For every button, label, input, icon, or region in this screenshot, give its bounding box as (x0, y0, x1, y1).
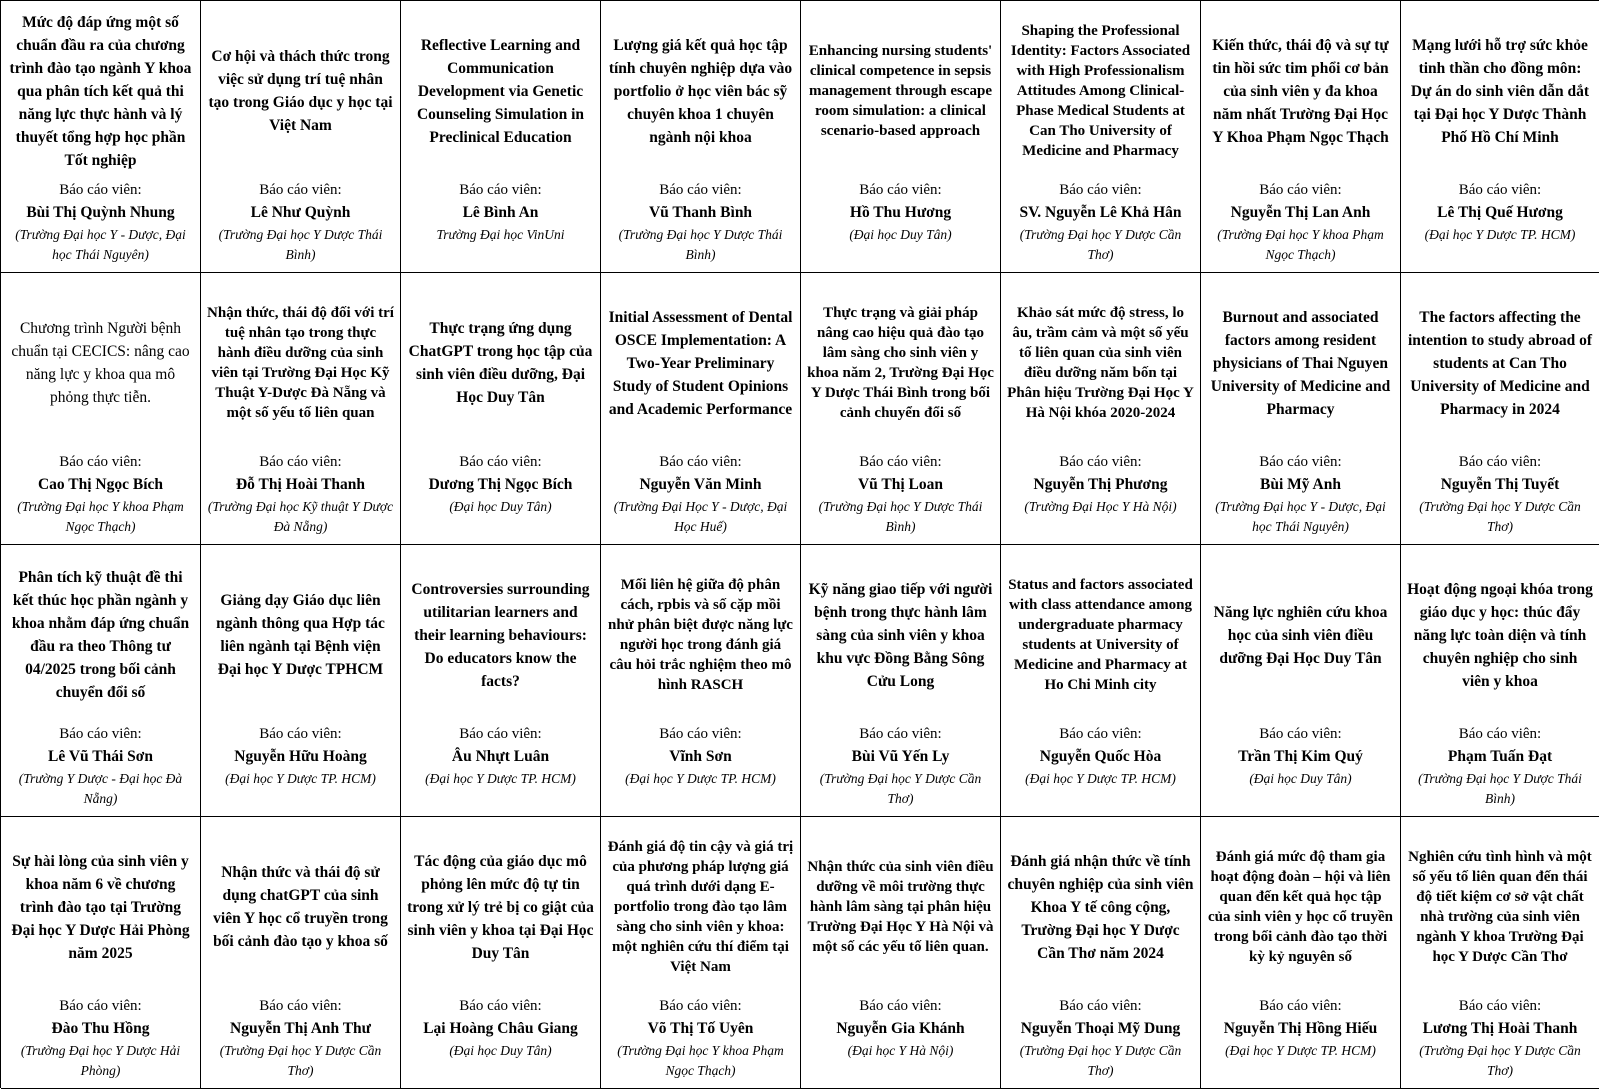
presentation-cell (1401, 273, 1599, 545)
speaker-name: Nguyễn Thị Tuyết (1440, 476, 1560, 493)
speaker-label: Báo cáo viên: (1059, 726, 1142, 742)
presentation-title: Shaping the Professional Identity: Factors Associated with High Professionalism Attitudes Among Clinical-Phase Medical Students at Can Tho University of Medicine and Pharmacy (1010, 23, 1191, 159)
speaker-name: Nguyễn Quốc Hòa (1039, 748, 1162, 765)
speaker-label: Báo cáo viên: (1458, 726, 1542, 742)
speaker-label: Báo cáo viên: (1059, 454, 1142, 470)
speaker-block (807, 449, 994, 537)
speaker-block (1007, 993, 1194, 1081)
speaker-affiliation: (Trường Đại học Y - Dược, Đại học Thái Nguyên) (1215, 499, 1386, 534)
speaker-name: Vũ Thanh Bình (648, 204, 753, 221)
presentation-title: Mạng lưới hỗ trợ sức khỏe tinh thần cho đồng môn: Dự án do sinh viên dẫn dắt tại Đại học Y Dược Thành Phố Hồ Chí Minh (1410, 36, 1590, 146)
presentation-cell (201, 545, 401, 817)
speaker-block (1007, 721, 1194, 789)
presentation-cell (1401, 545, 1599, 817)
presentation-cell (1, 817, 201, 1089)
speaker-block (7, 177, 194, 265)
speaker-block (1007, 177, 1194, 265)
speaker-name: Vũ Thị Loan (857, 476, 943, 493)
speaker-name: Nguyễn Thoại Mỹ Dung (1020, 1020, 1181, 1037)
speaker-affiliation: (Trường Đại học Y khoa Phạm Ngọc Thạch) (617, 1043, 784, 1078)
speaker-block (207, 177, 394, 265)
speaker-name: Nguyễn Thị Hồng Hiếu (1223, 1020, 1378, 1037)
speaker-label: Báo cáo viên: (59, 454, 142, 470)
speaker-block (407, 449, 594, 517)
presentation-cell (1, 1, 201, 273)
speaker-block (1007, 449, 1194, 517)
speaker-affiliation: (Trường Đại học Y Dược Cần Thơ) (1419, 499, 1581, 534)
presentation-cell (1201, 273, 1401, 545)
speaker-name: Đào Thu Hồng (51, 1020, 150, 1037)
speaker-label: Báo cáo viên: (659, 182, 742, 198)
presentation-title: Reflective Learning and Communication Development via Genetic Counseling Simulation in Preclinical Education (416, 36, 585, 146)
presentation-title: Chương trình Người bệnh chuẩn tại CECICS: nâng cao năng lực y khoa qua mô phỏng thực tiễn. (11, 320, 190, 406)
presentation-cell (801, 273, 1001, 545)
presentation-title: Nhận thức của sinh viên điều dưỡng về môi trường thực hành lâm sàng tại phân hiệu Trường Đại Học Y Hà Nội và một số các yếu tố liên quan. (807, 859, 994, 955)
speaker-label: Báo cáo viên: (659, 998, 742, 1014)
presentation-title: Lượng giá kết quả học tập tính chuyên nghiệp dựa vào portfolio ở học viên bác sỹ chuyên khoa 1 chuyên ngành nội khoa (608, 36, 793, 146)
presentation-cell (201, 273, 401, 545)
speaker-label: Báo cáo viên: (1059, 998, 1142, 1014)
speaker-affiliation: (Trường Đại Học Y - Dược, Đại Học Huế) (613, 499, 788, 534)
speaker-name: Lương Thị Hoài Thanh (1422, 1020, 1578, 1037)
speaker-name: Nguyễn Văn Minh (639, 476, 762, 493)
presentation-title: Tác động của giáo dục mô phỏng lên mức độ tự tin trong xử lý trẻ bị co giật của sinh viên y khoa tại Đại Học Duy Tân (407, 852, 594, 962)
presentation-cell (1001, 273, 1201, 545)
speaker-label: Báo cáo viên: (259, 998, 342, 1014)
speaker-label: Báo cáo viên: (259, 726, 342, 742)
speaker-affiliation: (Trường Đại học Y Dược Cần Thơ) (1019, 227, 1182, 262)
speaker-block (407, 721, 594, 789)
presentation-title: Hoạt động ngoại khóa trong giáo dục y học: thúc đẩy năng lực toàn diện và tính chuyên nghiệp cho sinh viên y khoa (1407, 580, 1593, 690)
speaker-affiliation: (Trường Đại học Y Dược Thái Bình) (218, 227, 383, 262)
speaker-block (1207, 721, 1394, 789)
presentation-cell (1401, 817, 1599, 1089)
speaker-label: Báo cáo viên: (659, 454, 742, 470)
speaker-affiliation: (Đại học Y Dược TP. HCM) (625, 771, 776, 786)
speaker-name: Bùi Vũ Yến Ly (851, 748, 950, 765)
speaker-name: Âu Nhựt Luân (451, 748, 550, 765)
speaker-name: Nguyễn Thị Anh Thư (230, 1020, 371, 1037)
speaker-affiliation: (Đại học Duy Tân) (449, 1043, 552, 1058)
presentation-cell (601, 817, 801, 1089)
speaker-label: Báo cáo viên: (259, 182, 342, 198)
speaker-label: Báo cáo viên: (1259, 726, 1342, 742)
speaker-block (807, 177, 994, 245)
presentation-title: Burnout and associated factors among resident physicians of Thai Nguyen University of Medicine and Pharmacy (1210, 308, 1391, 418)
speaker-affiliation: (Trường Đại Học Y Hà Nội) (1024, 499, 1177, 514)
speaker-block (407, 993, 594, 1061)
speaker-name: Trần Thị Kim Quý (1238, 748, 1363, 765)
speaker-label: Báo cáo viên: (59, 998, 142, 1014)
presentation-cell (601, 545, 801, 817)
speaker-affiliation: (Trường Đại học Y Dược Hải Phòng) (20, 1043, 181, 1078)
speaker-label: Báo cáo viên: (59, 726, 142, 742)
speaker-block (1407, 721, 1593, 809)
presentation-cell (1001, 817, 1201, 1089)
speaker-name: Bùi Thị Quỳnh Nhung (26, 204, 175, 221)
speaker-block (207, 993, 394, 1081)
presentation-cell (801, 817, 1001, 1089)
presentation-title: Nhận thức, thái độ đối với trí tuệ nhân tạo trong thực hành điều dưỡng của sinh viên tại Trường Đại Học Kỹ Thuật Y-Dược Đà Nẵng và một số yếu tố liên quan (207, 305, 394, 421)
speaker-label: Báo cáo viên: (1458, 454, 1542, 470)
presentation-title: Phân tích kỹ thuật đề thi kết thúc học phần ngành y khoa nhằm đáp ứng chuẩn đầu ra theo Thông tư 04/2025 trong bối cảnh chuyển đổi số (11, 569, 190, 701)
speaker-affiliation: (Trường Đại học Y khoa Phạm Ngọc Thạch) (17, 499, 184, 534)
presentation-cell (201, 817, 401, 1089)
speaker-block (207, 721, 394, 789)
speaker-name: Lê Bình An (462, 204, 539, 221)
speaker-affiliation: (Đại học Y Dược TP. HCM) (425, 771, 576, 786)
speaker-block (807, 721, 994, 809)
speaker-block (1207, 449, 1394, 537)
speaker-affiliation: (Trường Đại học Kỹ thuật Y Dược Đà Nẵng) (207, 499, 394, 534)
speaker-block (1407, 993, 1593, 1081)
speaker-label: Báo cáo viên: (859, 182, 942, 198)
presentation-title: Đánh giá nhận thức về tính chuyên nghiệp của sinh viên Khoa Y tế công cộng, Trường Đại học Y Dược Cần Thơ năm 2024 (1007, 852, 1194, 962)
speaker-block (7, 721, 194, 809)
speaker-affiliation: (Trường Đại học Y Dược Cần Thơ) (819, 771, 982, 806)
presentation-cell (1201, 817, 1401, 1089)
presentation-cell (201, 1, 401, 273)
speaker-label: Báo cáo viên: (59, 182, 142, 198)
presentation-cell (1, 273, 201, 545)
presentation-title: Kiến thức, thái độ và sự tự tin hồi sức tim phổi cơ bản của sinh viên y đa khoa năm nhất Trường Đại Học Y Khoa Phạm Ngọc Thạch (1212, 36, 1389, 146)
presentation-cell (601, 1, 801, 273)
presentation-cell (401, 545, 601, 817)
speaker-affiliation: (Đại học Y Hà Nội) (847, 1043, 954, 1058)
speaker-label: Báo cáo viên: (859, 726, 942, 742)
speaker-affiliation: (Trường Đại học Y Dược Cần Thơ) (1419, 1043, 1581, 1078)
speaker-name: Lê Vũ Thái Sơn (48, 748, 153, 765)
speaker-name: Nguyễn Gia Khánh (836, 1020, 965, 1037)
speaker-block (407, 177, 594, 245)
speaker-label: Báo cáo viên: (459, 726, 542, 742)
speaker-name: Phạm Tuấn Đạt (1447, 748, 1553, 765)
speaker-label: Báo cáo viên: (459, 454, 542, 470)
presentation-title: Cơ hội và thách thức trong việc sử dụng trí tuệ nhân tạo trong Giáo dục y học tại Việt Nam (208, 48, 393, 134)
presentation-cell (1201, 1, 1401, 273)
speaker-label: Báo cáo viên: (259, 454, 342, 470)
speaker-block (1207, 177, 1394, 265)
speaker-label: Báo cáo viên: (1259, 182, 1342, 198)
speaker-affiliation: (Trường Đại học Y Dược Thái Bình) (818, 499, 983, 534)
presentation-title: Mối liên hệ giữa độ phân cách, rpbis và số cặp mồi nhử phân biệt được năng lực người học trong đánh giá câu hỏi trắc nghiệm theo mô hình RASCH (608, 577, 793, 693)
presentation-title: Đánh giá độ tin cậy và giá trị của phương pháp lượng giá quá trình dưới dạng E-portfolio trong đào tạo lâm sàng cho sinh viên y khoa: một nghiên cứu thí điểm tại Việt Nam (607, 839, 794, 975)
speaker-block (607, 177, 794, 265)
speaker-block (607, 993, 794, 1081)
speaker-name: SV. Nguyễn Lê Khả Hân (1019, 204, 1182, 221)
presentation-cell (401, 273, 601, 545)
presentation-title: Giảng dạy Giáo dục liên ngành thông qua Hợp tác liên ngành tại Bệnh viện Đại học Y Dược TPHCM (216, 592, 385, 678)
speaker-name: Cao Thị Ngọc Bích (37, 476, 164, 493)
speaker-block (7, 993, 194, 1081)
speaker-name: Nguyễn Hữu Hoàng (234, 748, 367, 765)
presentation-title: Năng lực nghiên cứu khoa học của sinh viên điều dưỡng Đại Học Duy Tân (1213, 603, 1388, 667)
speaker-block (607, 449, 794, 537)
speaker-affiliation: (Đại học Duy Tân) (849, 227, 952, 242)
presentation-title: Initial Assessment of Dental OSCE Implementation: A Two-Year Preliminary Study of Student Opinions and Academic Performance (608, 308, 793, 418)
presentation-title: Kỹ năng giao tiếp với người bệnh trong thực hành lâm sàng của sinh viên y khoa khu vực Đồng Bằng Sông Cửu Long (808, 580, 993, 690)
speaker-affiliation: (Trường Đại học Y Dược Cần Thơ) (1019, 1043, 1182, 1078)
speaker-label: Báo cáo viên: (859, 998, 942, 1014)
speaker-name: Lại Hoàng Châu Giang (423, 1020, 578, 1037)
speaker-affiliation: (Trường Đại học Y khoa Phạm Ngọc Thạch) (1217, 227, 1384, 262)
speaker-affiliation: (Đại học Y Dược TP. HCM) (1424, 227, 1576, 242)
speaker-name: Đỗ Thị Hoài Thanh (235, 476, 366, 493)
speaker-label: Báo cáo viên: (1458, 998, 1542, 1014)
presentation-cell (601, 273, 801, 545)
speaker-label: Báo cáo viên: (1458, 182, 1542, 198)
speaker-block (1407, 177, 1593, 245)
speaker-affiliation: Trường Đại học VinUni (436, 227, 565, 242)
speaker-name: Dương Thị Ngọc Bích (428, 476, 573, 493)
presentation-cell (1001, 1, 1201, 273)
speaker-block (207, 449, 394, 537)
speaker-affiliation: (Đại học Y Dược TP. HCM) (225, 771, 376, 786)
speaker-name: Nguyễn Thị Lan Anh (1230, 204, 1371, 221)
speaker-label: Báo cáo viên: (1059, 182, 1142, 198)
presentation-title: Thực trạng và giải pháp nâng cao hiệu quả đào tạo lâm sàng cho sinh viên y khoa năm 2, Trường Đại Học Y Dược Thái Bình trong bối cảnh chuyển đổi số (807, 305, 994, 421)
speaker-affiliation: (Đại học Duy Tân) (449, 499, 552, 514)
presentation-title: Nghiên cứu tình hình và một số yếu tố liên quan đến thái độ tiết kiệm cơ sở vật chất nhà trường của sinh viên ngành Y khoa Trường Đại học Y Dược Cần Thơ (1408, 849, 1592, 965)
presentation-cell (1001, 545, 1201, 817)
speaker-block (7, 449, 194, 537)
presentation-title: Mức độ đáp ứng một số chuẩn đầu ra của chương trình đào tạo ngành Y khoa qua phân tích kết quả thi năng lực thực hành và lý thuyết tổng hợp học phần Tốt nghiệp (9, 13, 192, 169)
speaker-name: Nguyễn Thị Phương (1033, 476, 1168, 493)
speaker-label: Báo cáo viên: (459, 182, 542, 198)
speaker-affiliation: (Trường Y Dược - Đại học Đà Nẵng) (18, 771, 183, 806)
speaker-affiliation: (Đại học Y Dược TP. HCM) (1225, 1043, 1376, 1058)
speaker-affiliation: (Trường Đại học Y Dược Thái Bình) (1418, 771, 1582, 806)
presentation-title: Thực trạng ứng dụng ChatGPT trong học tập của sinh viên điều dưỡng, Đại Học Duy Tân (408, 320, 593, 406)
presentation-title: The factors affecting the intention to study abroad of students at Can Tho University of Medicine and Pharmacy in 2024 (1407, 308, 1593, 418)
speaker-affiliation: (Trường Đại học Y Dược Thái Bình) (618, 227, 783, 262)
speaker-label: Báo cáo viên: (1259, 998, 1342, 1014)
speaker-label: Báo cáo viên: (1259, 454, 1342, 470)
presentation-cell (801, 1, 1001, 273)
presentation-cell (401, 817, 601, 1089)
speaker-name: Võ Thị Tố Uyên (647, 1020, 754, 1037)
speaker-name: Hồ Thu Hương (849, 204, 952, 221)
presentation-cell (1201, 545, 1401, 817)
speaker-label: Báo cáo viên: (659, 726, 742, 742)
presentation-cell (401, 1, 601, 273)
speaker-affiliation: (Đại học Y Dược TP. HCM) (1025, 771, 1176, 786)
speaker-label: Báo cáo viên: (459, 998, 542, 1014)
speaker-block (1207, 993, 1394, 1061)
speaker-block (1407, 449, 1593, 537)
speaker-name: Vĩnh Sơn (669, 748, 732, 765)
speaker-affiliation: (Đại học Duy Tân) (1249, 771, 1352, 786)
presentation-title: Status and factors associated with class attendance among undergraduate pharmacy students at University of Medicine and Pharmacy at Ho Chi Minh city (1008, 577, 1193, 693)
presentation-title: Nhận thức và thái độ sử dụng chatGPT của sinh viên Y học cổ truyền trong bối cảnh đào tạo y khoa số (213, 864, 388, 950)
speaker-label: Báo cáo viên: (859, 454, 942, 470)
speaker-block (607, 721, 794, 789)
speaker-name: Lê Thị Quế Hương (1437, 204, 1563, 221)
speaker-block (807, 993, 994, 1061)
presentation-cell (801, 545, 1001, 817)
presentation-title: Enhancing nursing students' clinical competence in sepsis management through escape room simulation: a clinical scenario-based approach (808, 43, 993, 139)
presentation-title: Controversies surrounding utilitarian learners and their learning behaviours: Do educators know the facts? (411, 580, 590, 690)
presentation-title: Khảo sát mức độ stress, lo âu, trầm cảm và một số yếu tố liên quan của sinh viên điều dưỡng năm bốn tại Phân hiệu Trường Đại Học Y Hà Nội khóa 2020-2024 (1007, 305, 1194, 421)
presentation-cell (1, 545, 201, 817)
speaker-name: Lê Như Quỳnh (250, 204, 351, 221)
presentation-title: Đánh giá mức độ tham gia hoạt động đoàn – hội và liên quan đến kết quả học tập của sinh viên y học cổ truyền trong bối cảnh đào tạo thời kỳ kỷ nguyên số (1207, 849, 1393, 965)
presentation-title: Sự hài lòng của sinh viên y khoa năm 6 về chương trình đào tạo tại Trường Đại học Y Dược Hải Phòng năm 2025 (11, 852, 190, 962)
presentation-cell (1401, 1, 1599, 273)
speaker-affiliation: (Trường Đại học Y - Dược, Đại học Thái Nguyên) (15, 227, 186, 262)
speaker-affiliation: (Trường Đại học Y Dược Cần Thơ) (219, 1043, 382, 1078)
speaker-name: Bùi Mỹ Anh (1260, 476, 1341, 493)
